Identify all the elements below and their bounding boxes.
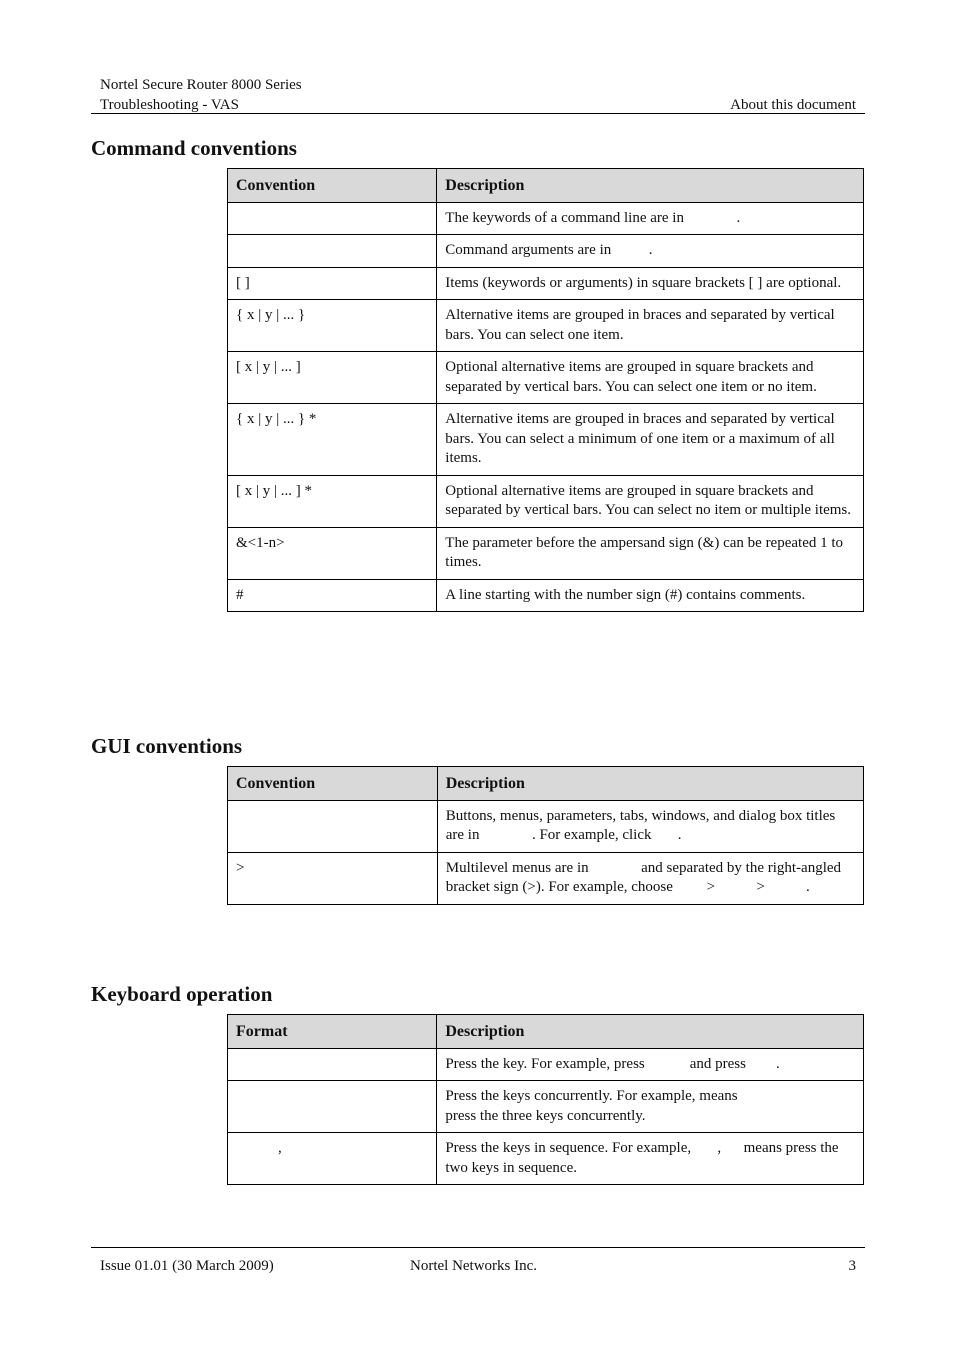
table-row: [228, 1081, 864, 1133]
format-cell: [228, 1081, 437, 1133]
header-product: Nortel Secure Router 8000 Series: [100, 77, 302, 93]
table-row: [228, 527, 864, 579]
description-cell: Command arguments are in .: [437, 235, 864, 268]
footer-issue: Issue 01.01 (30 March 2009): [100, 1258, 274, 1274]
header-rule: [91, 113, 865, 114]
convention-cell: [228, 235, 437, 268]
column-header-convention: Convention: [228, 169, 437, 203]
table-header-row: [228, 169, 864, 203]
footer-rule: [91, 1247, 865, 1248]
format-cell: [228, 1048, 437, 1081]
keyboard-operation-table: [227, 1014, 864, 1185]
format-cell: ,: [228, 1133, 437, 1185]
table-row: [228, 579, 864, 612]
command-conventions-table: [227, 168, 864, 612]
convention-cell: [ ]: [228, 267, 437, 300]
header-section: About this document: [730, 97, 856, 113]
table-header-row: [228, 1015, 864, 1049]
description-cell: Press the keys in sequence. For example, , means press the two keys in sequence.: [437, 1133, 864, 1185]
convention-cell: [ x | y | ... ]: [228, 352, 437, 404]
convention-cell: #: [228, 579, 437, 612]
description-cell: Items (keywords or arguments) in square brackets [ ] are optional.: [437, 267, 864, 300]
convention-cell: [228, 800, 438, 852]
table-row: [228, 852, 864, 904]
convention-cell: [228, 202, 437, 235]
gui-conventions-table: [227, 766, 864, 905]
command-conventions-title: Command conventions: [91, 136, 297, 160]
table-row: [228, 475, 864, 527]
description-cell: The keywords of a command line are in .: [437, 202, 864, 235]
description-cell: Optional alternative items are grouped in square brackets and separated by vertical bars. You can select one item or no item.: [437, 352, 864, 404]
description-cell: Alternative items are grouped in braces and separated by vertical bars. You can select a minimum of one item or a maximum of all items.: [437, 404, 864, 476]
description-cell: Press the keys concurrently. For example, means press the three keys concurrently.: [437, 1081, 864, 1133]
table-row: [228, 800, 864, 852]
footer-page-number: 3: [848, 1258, 856, 1274]
table-row: [228, 1133, 864, 1185]
description-cell: The parameter before the ampersand sign (&) can be repeated 1 to times.: [437, 527, 864, 579]
header-doc-title: Troubleshooting - VAS: [100, 97, 239, 113]
keyboard-operation-title: Keyboard operation: [91, 982, 273, 1006]
column-header-convention: Convention: [228, 767, 438, 801]
description-cell: Alternative items are grouped in braces and separated by vertical bars. You can select one item.: [437, 300, 864, 352]
table-row: [228, 1048, 864, 1081]
description-cell: Optional alternative items are grouped in square brackets and separated by vertical bars. You can select no item or multiple items.: [437, 475, 864, 527]
convention-cell: &<1-n>: [228, 527, 437, 579]
column-header-description: Description: [437, 1015, 864, 1049]
description-cell: Buttons, menus, parameters, tabs, windows, and dialog box titles are in . For example, click .: [437, 800, 863, 852]
convention-cell: { x | y | ... }: [228, 300, 437, 352]
footer-company: Nortel Networks Inc.: [410, 1258, 538, 1274]
table-row: [228, 202, 864, 235]
table-row: [228, 300, 864, 352]
description-cell: Press the key. For example, press and press .: [437, 1048, 864, 1081]
convention-cell: >: [228, 852, 438, 904]
table-row: [228, 235, 864, 268]
table-row: [228, 404, 864, 476]
table-header-row: [228, 767, 864, 801]
table-row: [228, 352, 864, 404]
description-cell: Multilevel menus are in and separated by the right-angled bracket sign (>). For example, choose > > .: [437, 852, 863, 904]
convention-cell: { x | y | ... } *: [228, 404, 437, 476]
column-header-description: Description: [437, 169, 864, 203]
gui-conventions-title: GUI conventions: [91, 734, 243, 758]
convention-cell: [ x | y | ... ] *: [228, 475, 437, 527]
column-header-format: Format: [228, 1015, 437, 1049]
table-row: [228, 267, 864, 300]
column-header-description: Description: [437, 767, 863, 801]
description-cell: A line starting with the number sign (#) contains comments.: [437, 579, 864, 612]
